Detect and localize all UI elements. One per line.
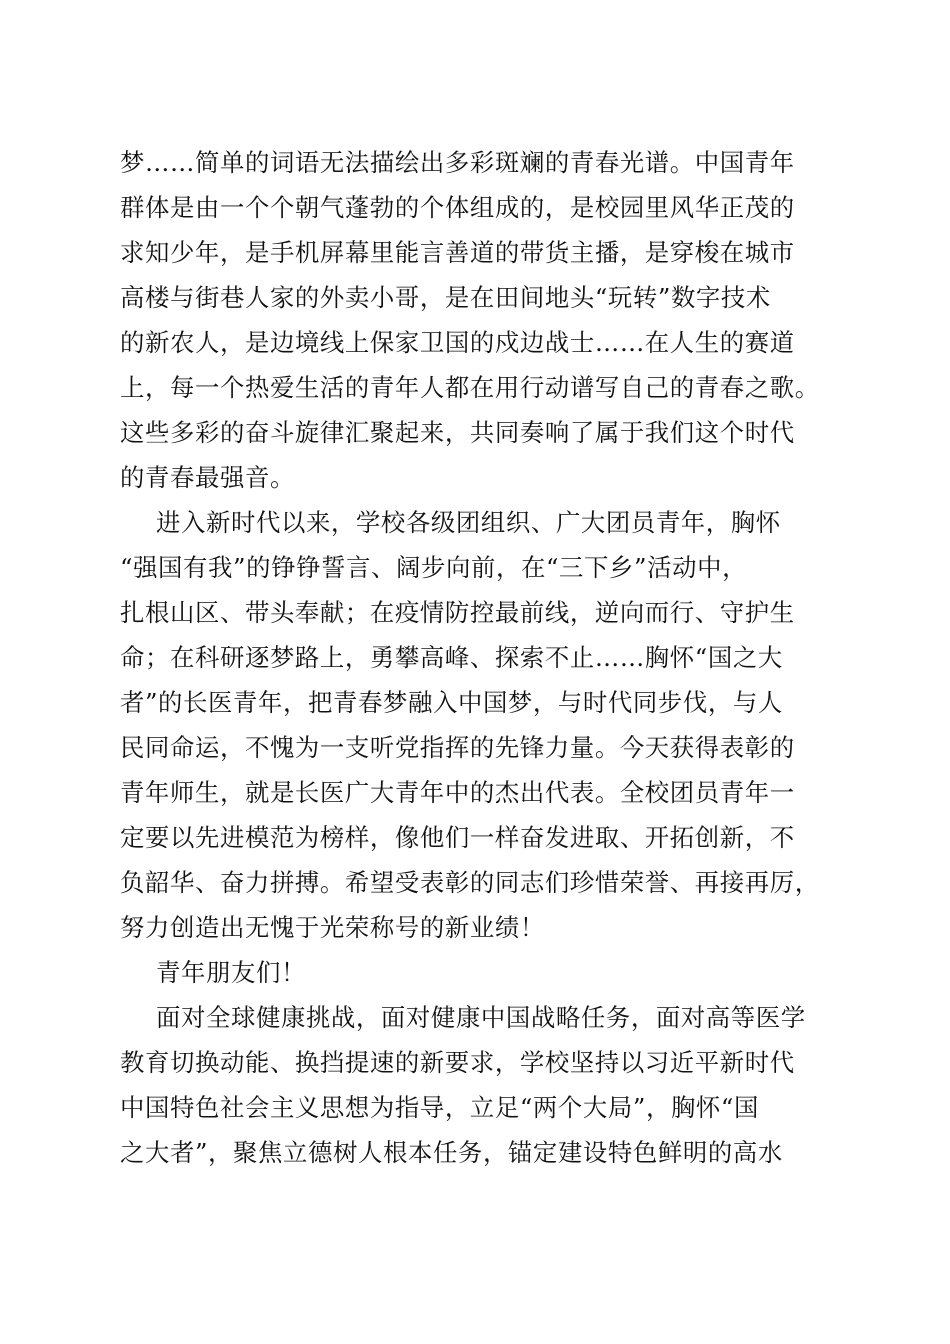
text-line: 中国特色社会主义思想为指导，立足“两个大局”，胸怀“国 bbox=[120, 1093, 759, 1122]
paragraph-start-line: 面对全球健康挑战，面对健康中国战略任务，面对高等医学 bbox=[156, 1003, 806, 1032]
text-line: 的新农人，是边境线上保家卫国的戍边战士……在人生的赛道 bbox=[120, 328, 795, 357]
text-line: 这些多彩的奋斗旋律汇聚起来，共同奏响了属于我们这个时代 bbox=[120, 418, 795, 447]
text-line: 扎根山区、带头奉献；在疫情防控最前线，逆向而行、守护生 bbox=[120, 598, 795, 627]
text-line: 上，每一个热爱生活的青年人都在用行动谱写自己的青春之歌。 bbox=[120, 373, 820, 402]
salutation-line: 青年朋友们！ bbox=[156, 958, 306, 987]
text-line: 青年师生，就是长医广大青年中的杰出代表。全校团员青年一 bbox=[120, 778, 795, 807]
text-line: “强国有我”的铮铮誓言、阔步向前，在“三下乡”活动中， bbox=[120, 553, 748, 582]
text-line: 之大者”，聚焦立德树人根本任务，锚定建设特色鲜明的高水 bbox=[120, 1138, 783, 1167]
text-line: 梦……简单的词语无法描绘出多彩斑斓的青春光谱。中国青年 bbox=[120, 148, 795, 177]
paragraph-start-line: 进入新时代以来，学校各级团组织、广大团员青年，胸怀 bbox=[156, 508, 781, 537]
text-line: 努力创造出无愧于光荣称号的新业绩！ bbox=[120, 913, 545, 942]
text-line: 求知少年，是手机屏幕里能言善道的带货主播，是穿梭在城市 bbox=[120, 238, 795, 267]
text-line: 命；在科研逐梦路上，勇攀高峰、探索不止……胸怀“国之大 bbox=[120, 643, 783, 672]
text-line: 高楼与街巷人家的外卖小哥，是在田间地头“玩转”数字技术 bbox=[120, 283, 771, 312]
text-line: 负韶华、奋力拼搏。希望受表彰的同志们珍惜荣誉、再接再厉， bbox=[120, 868, 820, 897]
text-line: 群体是由一个个朝气蓬勃的个体组成的，是校园里风华正茂的 bbox=[120, 193, 795, 222]
text-line: 者”的长医青年，把青春梦融入中国梦，与时代同步伐，与人 bbox=[120, 688, 783, 717]
text-line: 民同命运，不愧为一支听党指挥的先锋力量。今天获得表彰的 bbox=[120, 733, 795, 762]
body-text bbox=[120, 140, 840, 1175]
text-line: 教育切换动能、换挡提速的新要求，学校坚持以习近平新时代 bbox=[120, 1048, 795, 1077]
text-line: 定要以先进模范为榜样，像他们一样奋发进取、开拓创新，不 bbox=[120, 823, 795, 852]
text-line: 的青春最强音。 bbox=[120, 463, 295, 492]
